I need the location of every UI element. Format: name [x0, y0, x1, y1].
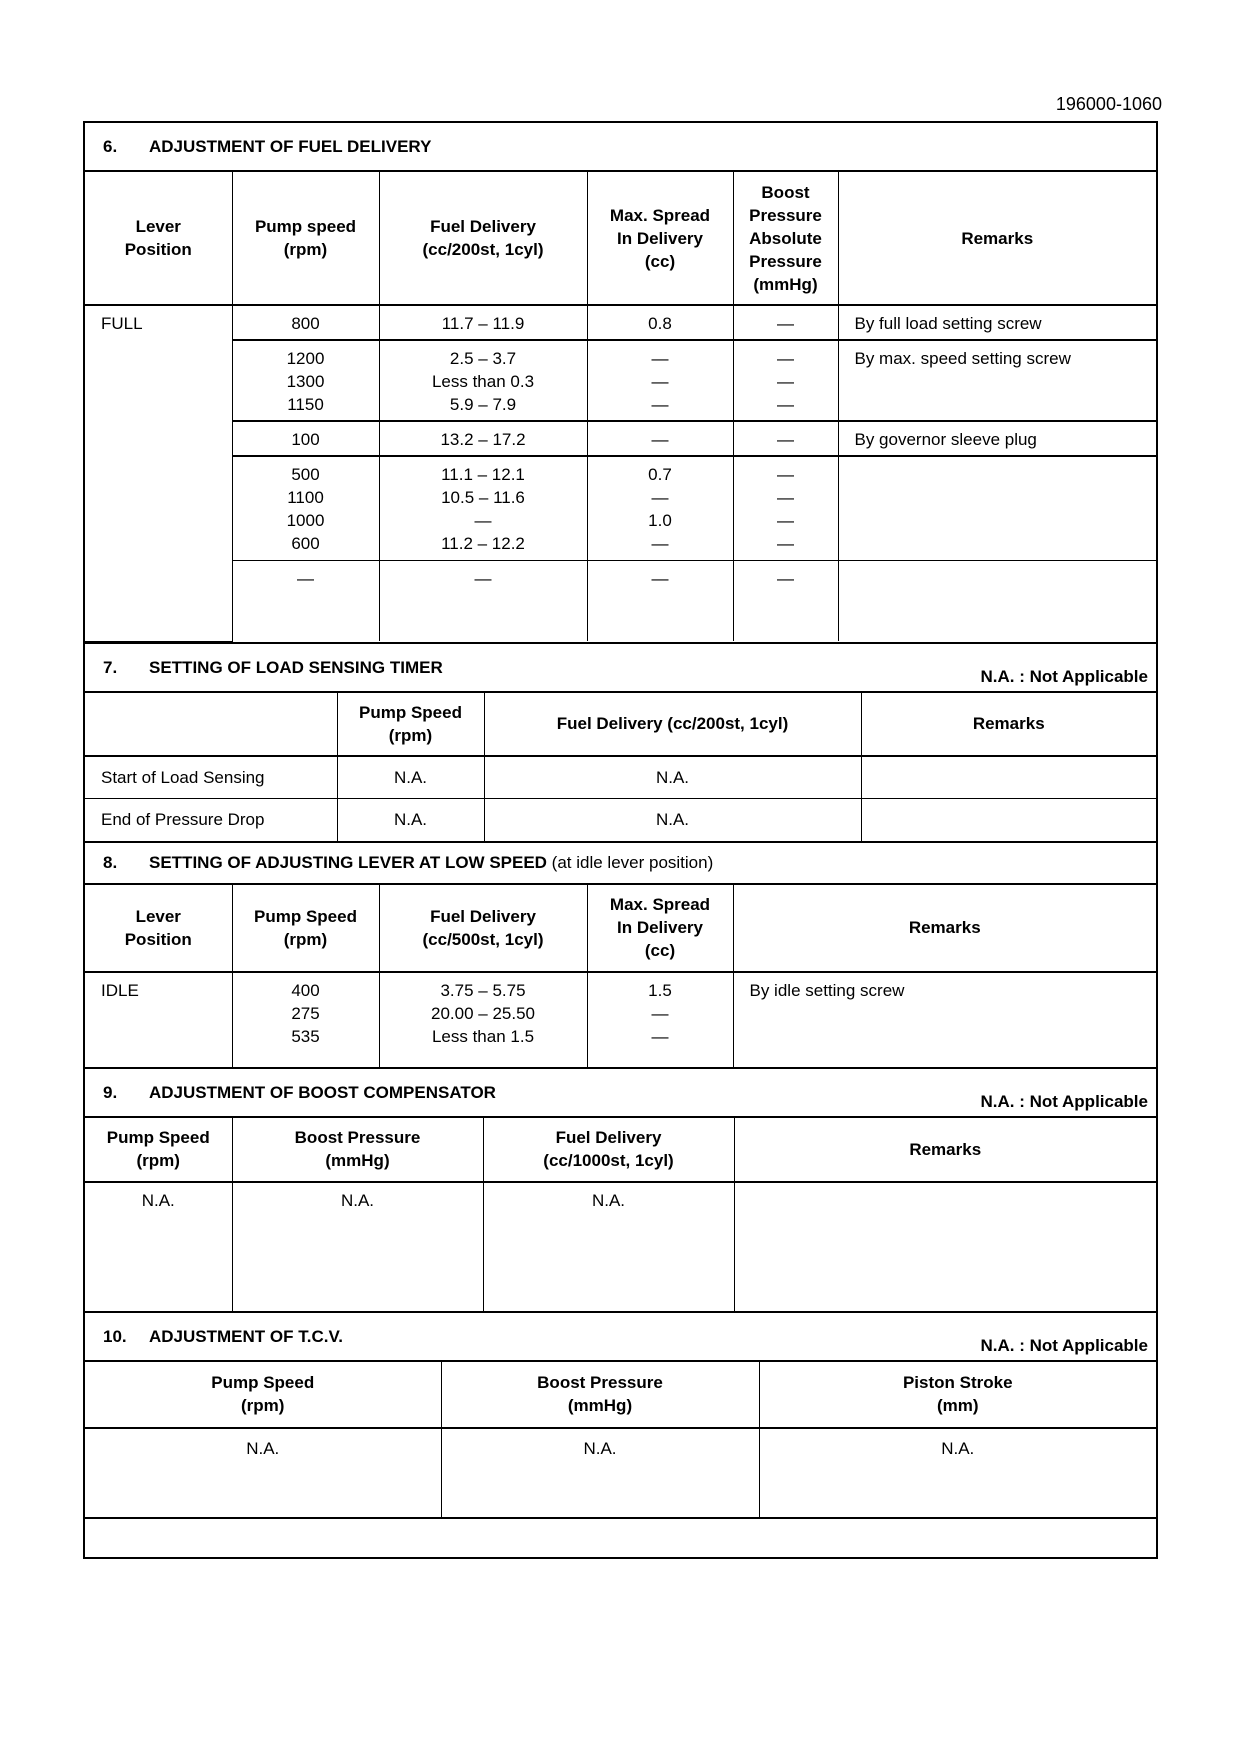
section-load-sensing-timer: [85, 644, 1156, 843]
header-fuel-delivery: Fuel Delivery (cc/200st, 1cyl): [484, 693, 861, 756]
table-row: 500 1100 1000 600 11.1 – 12.1 10.5 – 11.6 — 11.2 – 12.2 0.7 — 1.0 — — — — —: [85, 456, 1156, 560]
section-tcv: [85, 1313, 1156, 1519]
header-pump-speed: Pump Speed (rpm): [337, 693, 484, 756]
header-max-spread: Max. Spread In Delivery (cc): [587, 172, 733, 305]
na-note: N.A. : Not Applicable: [980, 666, 1148, 686]
section-fuel-delivery: [85, 123, 1156, 644]
spec-sheet: [83, 121, 1158, 1559]
header-remarks: Remarks: [734, 1118, 1156, 1182]
table-row: 1200 1300 1150 2.5 – 3.7 Less than 0.3 5.9 – 7.9 — — — — — — By max. speed setting screw: [85, 340, 1156, 421]
table-row: End of Pressure Drop N.A. N.A.: [85, 799, 1156, 841]
section-7-title: 7. SETTING OF LOAD SENSING TIMER N.A. : Not Applicable: [85, 644, 1156, 693]
table-row: 100 13.2 – 17.2 — — By governor sleeve plug: [85, 421, 1156, 456]
header-boost-pressure: Boost Pressure (mmHg): [232, 1118, 483, 1182]
header-pump-speed: Pump Speed (rpm): [85, 1362, 441, 1428]
header-blank: [85, 693, 337, 756]
tcv-table: [85, 1362, 1156, 1517]
na-note: N.A. : Not Applicable: [980, 1091, 1148, 1111]
table-row: N.A. N.A. N.A.: [85, 1428, 1156, 1517]
header-lever-position: Lever Position: [85, 172, 232, 305]
header-piston-stroke: Piston Stroke (mm): [759, 1362, 1156, 1428]
header-pump-speed: Pump Speed (rpm): [232, 885, 379, 972]
fuel-delivery-table: [85, 172, 1156, 642]
header-boost-pressure: Boost Pressure (mmHg): [441, 1362, 759, 1428]
header-pump-speed: Pump Speed (rpm): [85, 1118, 232, 1182]
table-row: FULL 800 11.7 – 11.9 0.8 — By full load setting screw: [85, 305, 1156, 340]
section-boost-compensator: [85, 1069, 1156, 1313]
lever-position-cell: FULL: [85, 305, 232, 641]
header-boost-pressure: Boost Pressure Absolute Pressure (mmHg): [733, 172, 838, 305]
header-fuel-delivery: Fuel Delivery (cc/1000st, 1cyl): [483, 1118, 734, 1182]
section-9-title: 9. ADJUSTMENT OF BOOST COMPENSATOR N.A. : Not Applicable: [85, 1069, 1156, 1118]
document-number: 196000-1060: [1055, 94, 1162, 114]
table-row: Start of Load Sensing N.A. N.A.: [85, 756, 1156, 799]
blank-footer-row: [85, 1519, 1156, 1557]
header-pump-speed: Pump speed (rpm): [232, 172, 379, 305]
header-remarks: Remarks: [733, 885, 1156, 972]
load-sensing-table: [85, 693, 1156, 841]
header-lever-position: Lever Position: [85, 885, 232, 972]
section-adjusting-lever-low-speed: [85, 843, 1156, 1069]
header-remarks: Remarks: [838, 172, 1156, 305]
header-remarks: Remarks: [861, 693, 1156, 756]
low-speed-table: [85, 885, 1156, 1067]
table-row: N.A. N.A. N.A.: [85, 1182, 1156, 1311]
table-row: IDLE 400 275 535 3.75 – 5.75 20.00 – 25.50 Less than 1.5 1.5 — — By idle setting screw: [85, 972, 1156, 1067]
header-fuel-delivery: Fuel Delivery (cc/500st, 1cyl): [379, 885, 587, 972]
boost-compensator-table: [85, 1118, 1156, 1311]
header-max-spread: Max. Spread In Delivery (cc): [587, 885, 733, 972]
header-fuel-delivery: Fuel Delivery (cc/200st, 1cyl): [379, 172, 587, 305]
section-6-title: 6. ADJUSTMENT OF FUEL DELIVERY: [85, 123, 1156, 172]
section-10-title: 10. ADJUSTMENT OF T.C.V. N.A. : Not Applicable: [85, 1313, 1156, 1362]
table-row: — — — —: [85, 560, 1156, 641]
na-note: N.A. : Not Applicable: [980, 1335, 1148, 1355]
section-8-title: 8. SETTING OF ADJUSTING LEVER AT LOW SPEED (at idle lever position): [85, 843, 1156, 885]
